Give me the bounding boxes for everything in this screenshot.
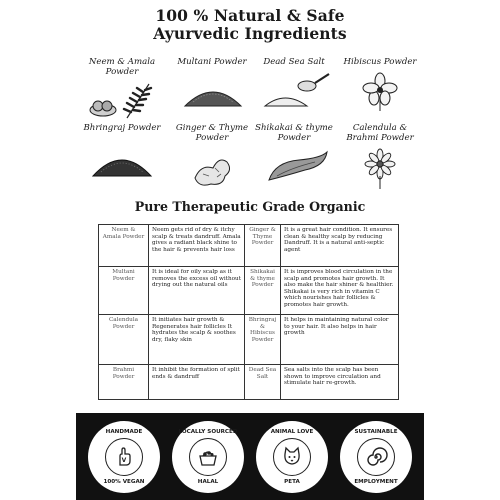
hibiscus-flower-illustration: [341, 70, 419, 112]
badge-bottom-label: EMPLOYMENT: [354, 479, 398, 485]
badge-top-label: HANDMADE: [105, 429, 143, 435]
table-cell-name: Calendula Powder: [99, 315, 149, 365]
svg-text:V: V: [121, 457, 127, 464]
table-cell-description: Sea salts into the scalp has been shown to improve circulation and stimulate hair re-growth.: [281, 365, 399, 400]
badge-top-label: ANIMAL LOVE: [270, 429, 314, 435]
ingredient-label: Hibiscus Powder: [343, 57, 417, 67]
table-cell-name: Bhringraj & Hibiscus Powder: [245, 315, 281, 365]
ingredient-benefits-table: [98, 224, 399, 400]
table-cell-name: Brahmi Powder: [99, 365, 149, 400]
ingredient-ginger-thyme: [170, 123, 254, 190]
ginger-illustration: [173, 146, 251, 190]
table-cell-name: Ginger & Thyme Powder: [245, 225, 281, 267]
vegan-hand-icon: [112, 445, 136, 469]
ingredient-dead-sea-salt: [252, 57, 336, 112]
salt-spoon-illustration: [255, 70, 333, 112]
ingredient-label: Bhringraj Powder: [83, 123, 161, 133]
headline-ayurvedic-ingredients: Ayurvedic Ingredients: [153, 24, 347, 43]
badge-animal-love: [256, 421, 328, 493]
table-cell-description: It helps in maintaining natural color to your hair. It also helps in hair growth: [281, 315, 399, 365]
cat-icon: [280, 445, 304, 469]
section-title: Pure Therapeutic Grade Organic: [134, 199, 366, 214]
ingredient-calendula-brahmi: [338, 123, 422, 190]
basket-icon: [196, 445, 220, 469]
ingredient-label: Neem & Amala Powder: [88, 57, 156, 77]
badge-top-label: SUSTAINABLE: [354, 429, 398, 435]
table-row: [99, 267, 399, 315]
badge-top-label: LOCALLY SOURCED: [178, 429, 238, 435]
shikakai-pod-illustration: [255, 146, 333, 190]
table-row: [99, 365, 399, 400]
bhringraj-mound-illustration: [83, 136, 161, 180]
table-cell-description: It is a great hair condition. It ensures clean & healthy scalp by reducing Dandruff. It is a natural anti-septic agent: [281, 225, 399, 267]
ingredient-label: Multani Powder: [177, 57, 247, 67]
left-margin: [0, 0, 76, 500]
badge-icon-ring: [357, 438, 395, 476]
ingredient-label: Dead Sea Salt: [263, 57, 325, 67]
ingredient-neem-amala: [80, 57, 164, 122]
badge-handmade-vegan: [88, 421, 160, 493]
table-cell-description: It is improves blood circulation in the scalp and promotes hair growth. It also make the hair shiner & healthier. Shikakai is very rich in vitamin C which nourishes hair follicles & promotes hair growth.: [281, 267, 399, 315]
table-cell-name: Multani Powder: [99, 267, 149, 315]
badge-icon-ring: [105, 438, 143, 476]
table-cell-name: Neem & Amala Powder: [99, 225, 149, 267]
ingredient-hibiscus: [338, 57, 422, 112]
badge-bottom-label: HALAL: [197, 479, 219, 485]
badge-locally-sourced: [172, 421, 244, 493]
table-row: [99, 225, 399, 267]
badge-bottom-label: 100% VEGAN: [103, 479, 145, 485]
badge-icon-ring: [273, 438, 311, 476]
calendula-flower-illustration: [341, 146, 419, 190]
badge-icon-ring: [189, 438, 227, 476]
neem-amla-illustration: [83, 80, 161, 122]
headline-natural-safe: 100 % Natural & Safe: [155, 6, 345, 25]
table-cell-name: Shikakai & thyme Powder: [245, 267, 281, 315]
multani-mound-illustration: [173, 70, 251, 112]
table-cell-description: It inhibit the formation of split ends & dandruff: [149, 365, 245, 400]
ingredient-multani: [170, 57, 254, 112]
badge-bottom-label: PETA: [284, 479, 300, 485]
ingredient-label: Shikakai & thyme Powder: [255, 123, 333, 143]
table-cell-description: It is ideal for oily scalp as it removes the excess oil without drying out the natural oils: [149, 267, 245, 315]
badge-sustainable: [340, 421, 412, 493]
ingredient-bhringraj: [80, 123, 164, 180]
ingredient-shikakai-thyme: [252, 123, 336, 190]
table-cell-name: Dead Sea Salt: [245, 365, 281, 400]
ingredient-label: Calendula & Brahmi Powder: [346, 123, 414, 143]
spiral-icon: [364, 445, 388, 469]
right-margin: [424, 0, 500, 500]
table-cell-description: It initiates hair growth & Regenerates hair follicles It hydrates the scalp & soothes dry, flaky skin: [149, 315, 245, 365]
table-row: [99, 315, 399, 365]
certification-footer: [76, 413, 424, 500]
product-info-card: [76, 0, 424, 500]
table-cell-description: Neem gets rid of dry & itchy scalp & treats dandruff. Amala gives a radiant black shine to the hair & prevents hair loss: [149, 225, 245, 267]
ingredient-label: Ginger & Thyme Powder: [175, 123, 249, 143]
